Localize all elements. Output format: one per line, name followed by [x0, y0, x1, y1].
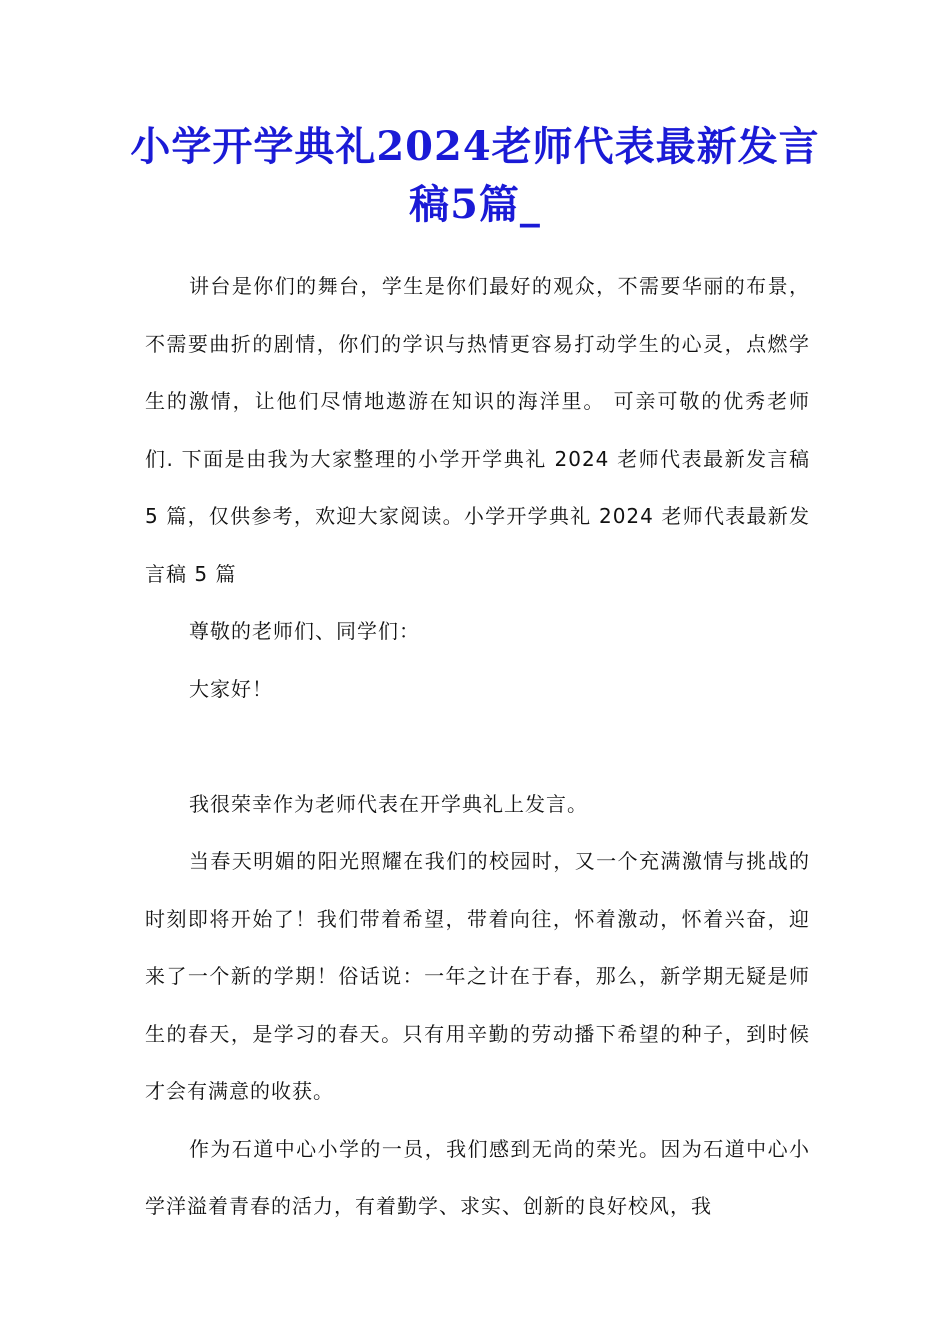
document-title: 小学开学典礼2024老师代表最新发言稿5篇_ [130, 123, 820, 228]
paragraph-honor: 我很荣幸作为老师代表在开学典礼上发言。 [189, 791, 588, 816]
paragraph-greeting: 大家好！ [189, 676, 273, 701]
blank-line [145, 718, 810, 776]
paragraph-intro: 讲台是你们的舞台，学生是你们最好的观众，不需要华丽的布景，不需要曲折的剧情，你们的学识与热情更容易打动学生的心灵，点燃学生的激情，让他们尽情地遨游在知识的海洋里。 可亲可敬的优秀老师们. 下面是由我为大家整理的小学开学典礼 2024 老师代表最新发言稿 5 篇，仅供参考，欢迎大家阅读。小学开学典礼 2024 老师代表最新发言稿 5 篇 [145, 274, 810, 586]
paragraph-school: 作为石道中心小学的一员，我们感到无尚的荣光。因为石道中心小学洋溢着青春的活力，有着勤学、求实、创新的良好校风，我 [145, 1136, 810, 1218]
document-body [145, 258, 810, 1236]
paragraph-salutation: 尊敬的老师们、同学们： [189, 619, 420, 643]
paragraph-spring: 当春天明媚的阳光照耀在我们的校园时，又一个充满激情与挑战的时刻即将开始了！我们带着希望，带着向往，怀着激动，怀着兴奋，迎来了一个新的学期！俗话说：一年之计在于春，那么，新学期无疑是师生的春天，是学习的春天。只有用辛勤的劳动播下希望的种子，到时候才会有满意的收获。 [145, 849, 810, 1103]
